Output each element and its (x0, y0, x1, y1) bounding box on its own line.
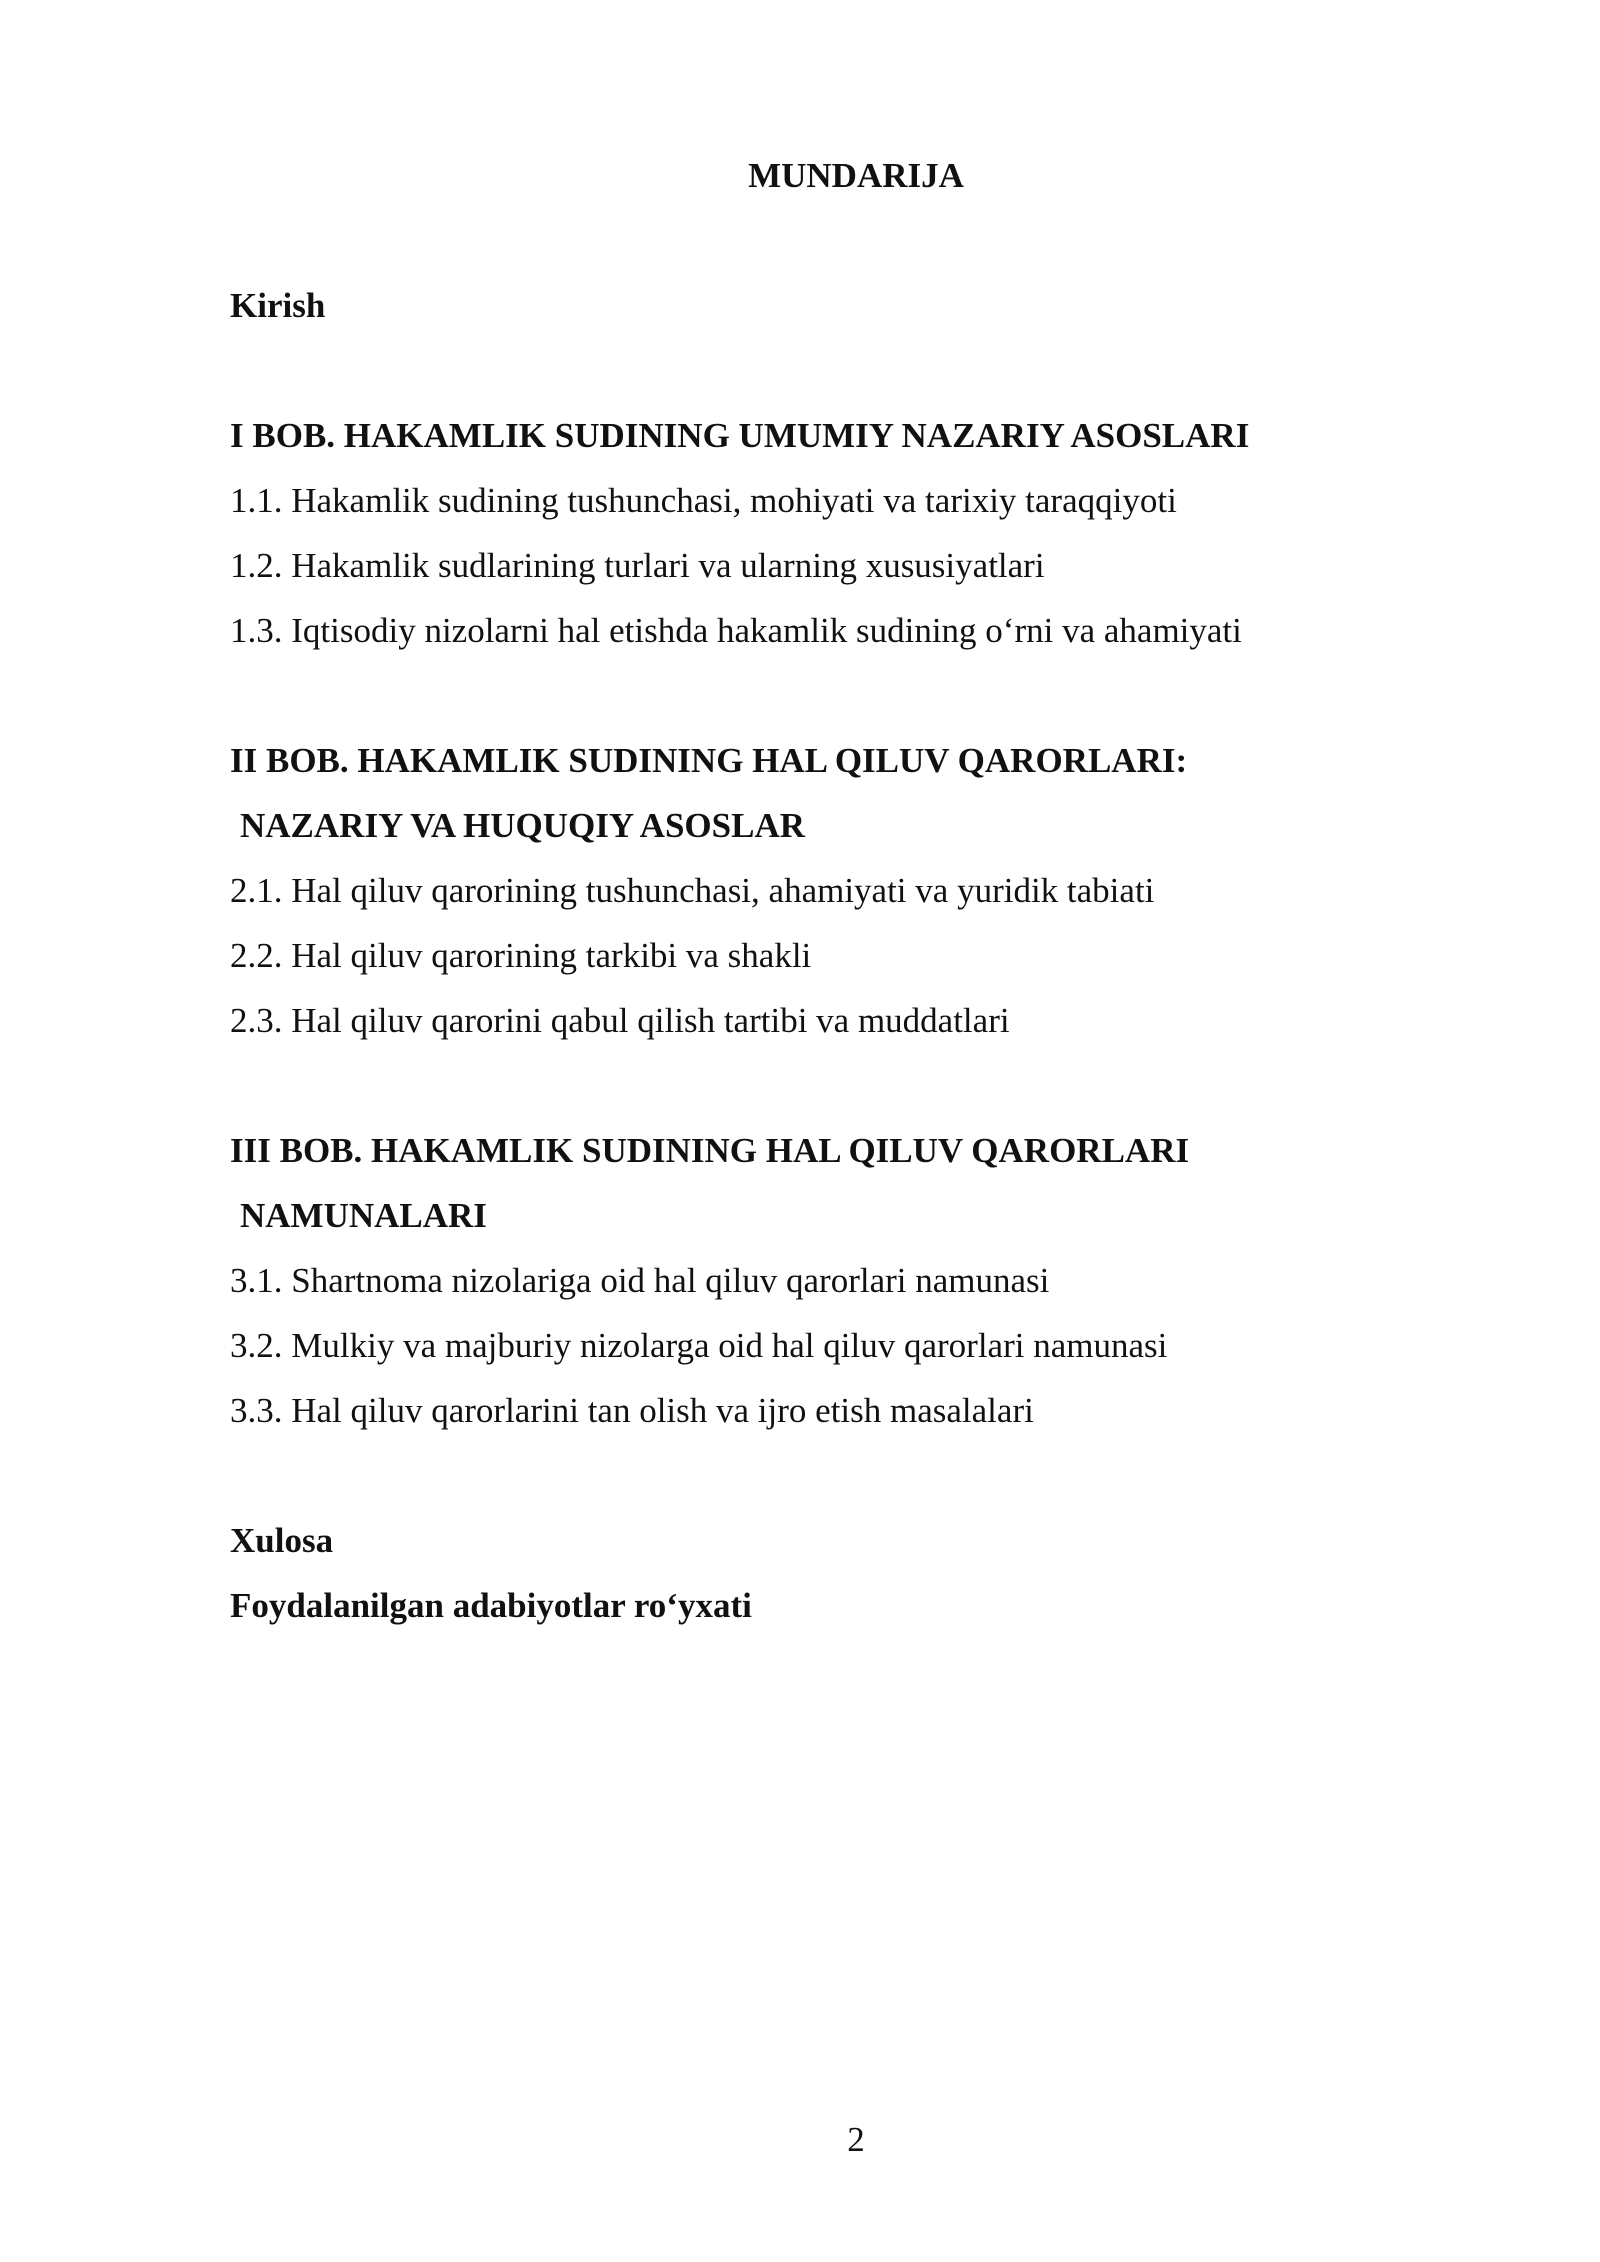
section-1-3: 1.3. Iqtisodiy nizolarni hal etishda hakamlik sudining o‘rni va ahamiyati (230, 611, 1242, 650)
section-1-2: 1.2. Hakamlik sudlarining turlari va ularning xususiyatlari (230, 546, 1045, 585)
chapter-3-heading-line-2: NAMUNALARI (240, 1196, 487, 1235)
section-1-1: 1.1. Hakamlik sudining tushunchasi, mohiyati va tarixiy taraqqiyoti (230, 481, 1177, 520)
section-3-2: 3.2. Mulkiy va majburiy nizolarga oid hal qiluv qarorlari namunasi (230, 1326, 1168, 1365)
section-2-3: 2.3. Hal qiluv qarorini qabul qilish tartibi va muddatlari (230, 1001, 1010, 1040)
chapter-3-heading-line-1: III BOB. HAKAMLIK SUDINING HAL QILUV QARORLARI (230, 1131, 1190, 1170)
page-number: 2 (847, 2120, 865, 2159)
section-2-2: 2.2. Hal qiluv qarorining tarkibi va shakli (230, 936, 812, 975)
section-2-1: 2.1. Hal qiluv qarorining tushunchasi, ahamiyati va yuridik tabiati (230, 871, 1155, 910)
chapter-2-heading-line-2: NAZARIY VA HUQUQIY ASOSLAR (240, 806, 805, 845)
toc-references: Foydalanilgan adabiyotlar ro‘yxati (230, 1586, 752, 1625)
section-3-3: 3.3. Hal qiluv qarorlarini tan olish va ijro etish masalalari (230, 1391, 1034, 1430)
toc-title: MUNDARIJA (748, 156, 964, 195)
toc-intro: Kirish (230, 286, 326, 325)
toc-conclusion: Xulosa (230, 1521, 334, 1560)
section-3-1: 3.1. Shartnoma nizolariga oid hal qiluv qarorlari namunasi (230, 1261, 1050, 1300)
chapter-2-heading-line-1: II BOB. HAKAMLIK SUDINING HAL QILUV QARORLARI: (230, 741, 1188, 780)
chapter-1-heading: I BOB. HAKAMLIK SUDINING UMUMIY NAZARIY ASOSLARI (230, 416, 1250, 455)
